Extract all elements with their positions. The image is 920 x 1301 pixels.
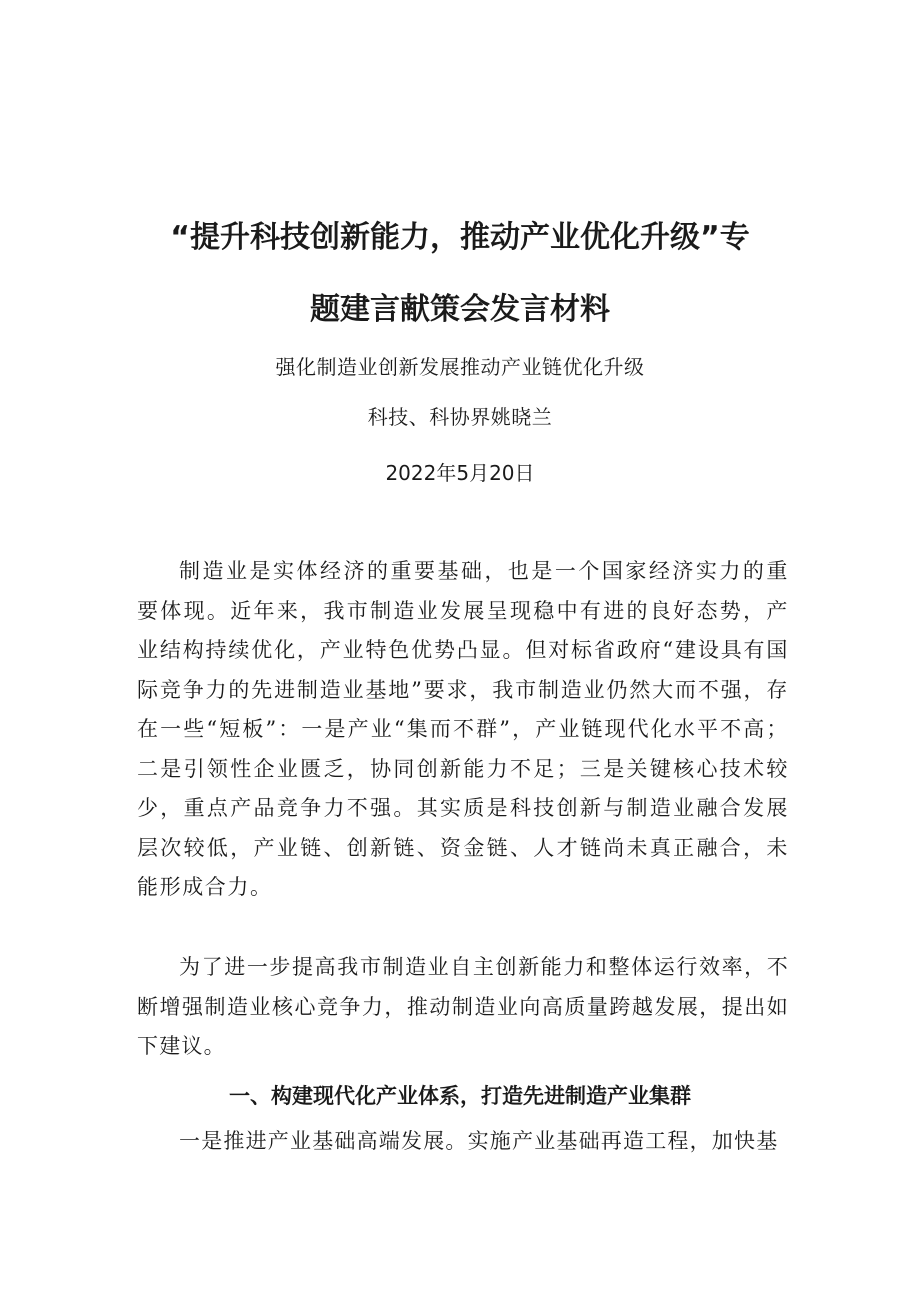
document-date: 2022年5月20日 xyxy=(385,461,535,485)
document-title-line-1: “提升科技创新能力，推动产业优化升级”专 xyxy=(170,220,750,255)
document-author: 科技、科协界姚晓兰 xyxy=(367,405,553,429)
paragraph-text: 一是推进产业基础高端发展。实施产业基础再造工程，加快基 xyxy=(179,1129,779,1153)
document-title-line-2: 题建言献策会发言材料 xyxy=(310,292,610,327)
paragraph-text: 制造业是实体经济的重要基础，也是一个国家经济实力的重要体现。近年来，我市制造业发展呈现稳中有进的良好态势，产业结构持续优化，产业特色优势凸显。但对标省政府“建设具有国际竞争力的先进制造业基地”要求，我市制造业仍然大而不强，存在一些“短板”：一是产业“集而不群”，产业链现代化水平不高；二是引领性企业匮乏，协同创新能力不足；三是关键核心技术较少，重点产品竞争力不强。其实质是科技创新与制造业融合发展层次较低，产业链、创新链、资金链、人才链尚未真正融合，未能形成合力。 xyxy=(137,559,789,899)
body-paragraph-2 xyxy=(137,948,789,1067)
document-subtitle: 强化制造业创新发展推动产业链优化升级 xyxy=(275,355,645,379)
body-paragraph-1 xyxy=(137,552,789,908)
paragraph-text: 为了进一步提高我市制造业自主创新能力和整体运行效率，不断增强制造业核心竞争力，推动制造业向高质量跨越发展，提出如下建议。 xyxy=(137,955,789,1058)
section-heading-1: 一、构建现代化产业体系，打造先进制造产业集群 xyxy=(229,1084,691,1108)
body-paragraph-3 xyxy=(137,1122,789,1162)
